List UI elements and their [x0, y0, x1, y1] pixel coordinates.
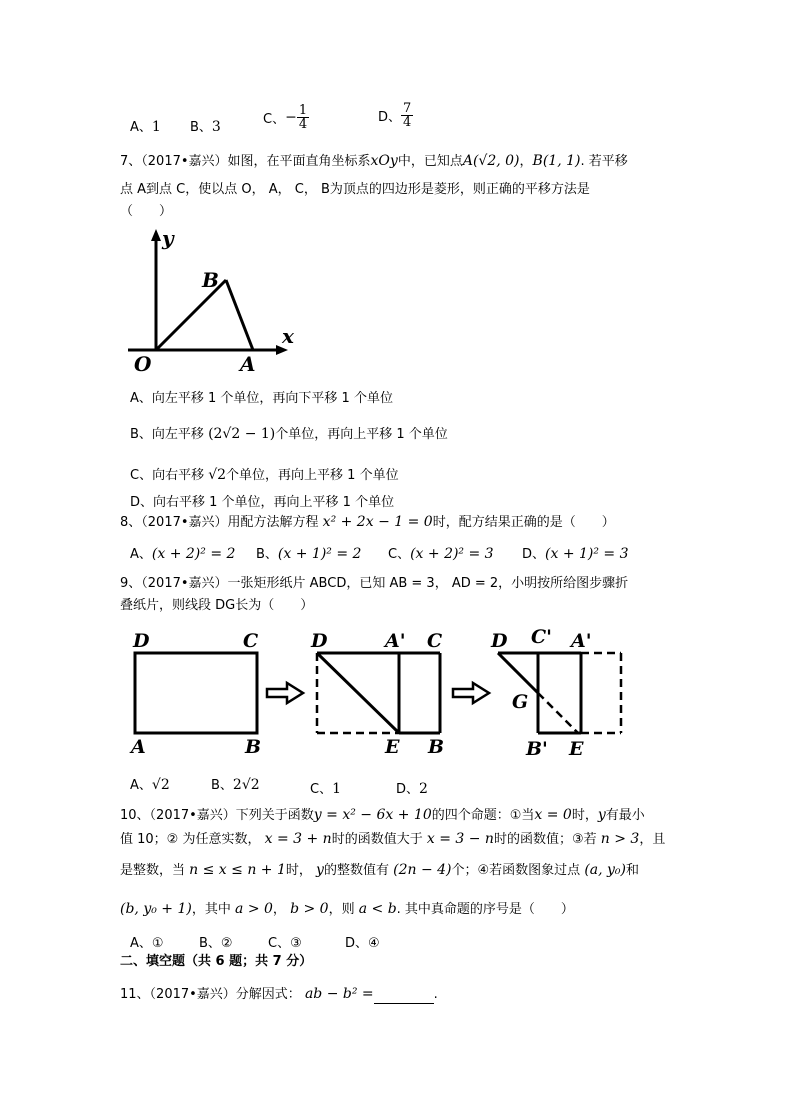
q6-option-c: C、− $\frac{1}{4}$: [263, 103, 308, 132]
q7-option-a: A、向左平移 1 个单位，再向下平移 1 个单位: [130, 391, 393, 406]
q6-option-d: D、 $\frac{7}{4}$: [378, 101, 412, 130]
q8-question: 8、（2017•嘉兴）用配方法解方程 x² + 2x − 1 = 0时，配方结果正确的是（ ）: [120, 514, 615, 530]
q9-fig2-C: C: [427, 630, 443, 652]
q10-option-d: D、④: [345, 936, 380, 951]
q9-fig3-D: D: [491, 630, 508, 652]
q9-fig2-D: D: [311, 630, 328, 652]
q9-fig1-B: B: [245, 736, 262, 758]
q7-line3: （ ）: [120, 204, 173, 219]
q10-line2: 值 10；② 为任意实数， x = 3 + n时的函数值大于 x = 3 − n时的函数值；③若 n > 3，且: [120, 831, 666, 847]
q6-option-b: B、3: [190, 119, 221, 135]
q7-option-c: C、向右平移 √2个单位，再向上平移 1 个单位: [130, 467, 399, 483]
q8-option-b: B、(x + 1)² = 2: [256, 546, 362, 562]
q9-fig3-E: E: [569, 738, 584, 760]
q7-figure: [120, 225, 310, 380]
q9-fig2-A1: A': [385, 630, 406, 652]
q10-option-b: B、②: [199, 936, 233, 951]
q9-fig2-B: B: [428, 736, 445, 758]
q9-figure: [125, 625, 635, 760]
q11-answer-blank[interactable]: [374, 989, 434, 1004]
q7-label-O: O: [134, 352, 152, 376]
q9-fig3-C1: C': [531, 626, 552, 648]
q10-option-a: A、①: [130, 936, 164, 951]
q8-option-a: A、(x + 2)² = 2: [130, 546, 236, 562]
q7-line2: 点 A到点 C，使以点 O， A， C， B为顶点的四边形是菱形，则正确的平移方法是: [120, 182, 590, 197]
q8-option-d: D、(x + 1)² = 3: [522, 546, 629, 562]
q7-label-A: A: [240, 352, 256, 376]
q11-question: 11、（2017•嘉兴）分解因式： ab − b² = .: [120, 986, 438, 1002]
section-title: 二、填空题（共 6 题；共 7 分）: [120, 954, 313, 969]
q7-label-y: y: [162, 226, 174, 250]
q9-fig1-D: D: [133, 630, 150, 652]
q7-label-B: B: [202, 268, 219, 292]
q9-option-a: A、√2: [130, 777, 170, 793]
q7-option-d: D、向右平移 1 个单位，再向上平移 1 个单位: [130, 495, 395, 510]
q10-line4: (b, y₀ + 1)，其中 a > 0， b > 0，则 a < b. 其中真命题的序号是（ ）: [120, 901, 574, 917]
q9-fig3-G: G: [512, 691, 529, 713]
q9-option-c: C、1: [310, 781, 341, 797]
q9-fig2-E: E: [385, 736, 400, 758]
q8-option-c: C、(x + 2)² = 3: [388, 546, 494, 562]
q9-fig1-A: A: [131, 736, 146, 758]
q6-option-a: A、1: [130, 119, 161, 135]
q9-fig3-A1: A': [571, 630, 592, 652]
q7-line1: 7、（2017•嘉兴）如图，在平面直角坐标系xOy中，已知点A(√2, 0)，B(1, 1). 若平移: [120, 153, 628, 169]
q9-option-b: B、2√2: [211, 777, 260, 793]
q7-option-b: B、向左平移 (2√2 − 1)个单位，再向上平移 1 个单位: [130, 426, 448, 442]
q10-line1: 10、（2017•嘉兴）下列关于函数y = x² − 6x + 10的四个命题：①当x = 0时，y有最小: [120, 807, 645, 823]
q9-fig3-B1: B': [526, 738, 548, 760]
q10-line3: 是整数，当 n ≤ x ≤ n + 1时， y的整数值有 (2n − 4)个；④若函数图象过点 (a, y₀)和: [120, 862, 640, 878]
q9-line2: 叠纸片，则线段 DG长为（ ）: [120, 598, 314, 613]
q10-option-c: C、③: [268, 936, 302, 951]
q7-label-x: x: [282, 324, 294, 348]
q9-line1: 9、（2017•嘉兴）一张矩形纸片 ABCD，已知 AB = 3， AD = 2，小明按所给图步骤折: [120, 576, 629, 591]
q9-option-d: D、2: [396, 781, 428, 797]
q9-fig1-C: C: [243, 630, 259, 652]
